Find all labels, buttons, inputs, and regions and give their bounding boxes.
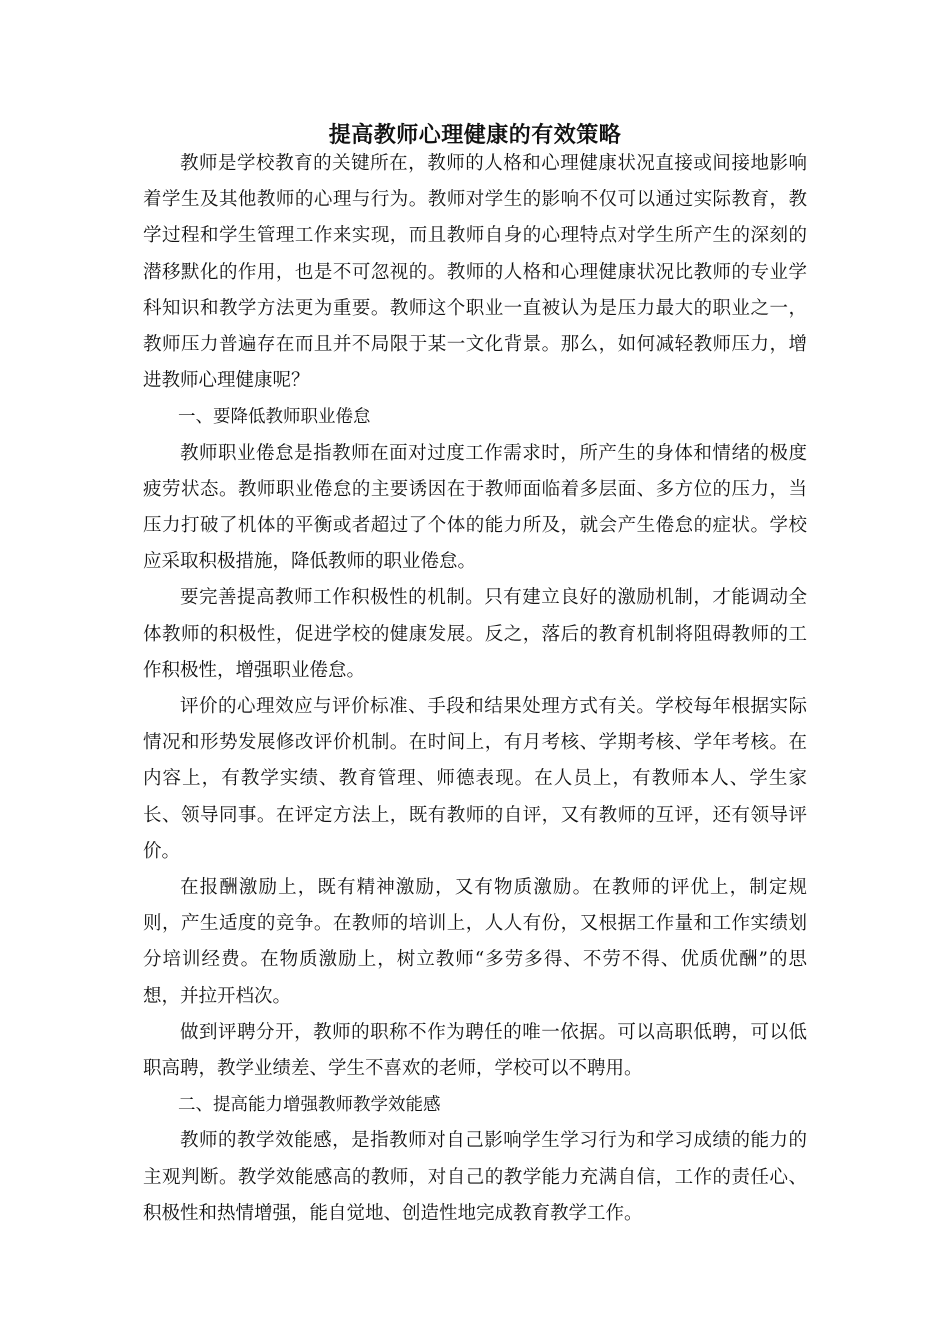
paragraph-appointment: 做到评聘分开，教师的职称不作为聘任的唯一依据。可以高职低聘，可以低职高聘，教学业绩差、学生不喜欢的老师，学校可以不聘用。 <box>143 1021 807 1080</box>
paragraph-incentive-mechanism: 要完善提高教师工作积极性的机制。只有建立良好的激励机制，才能调动全体教师的积极性，促进学校的健康发展。反之，落后的教育机制将阻碍教师的工作积极性，增强职业倦怠。 <box>143 587 807 681</box>
paragraph-evaluation: 评价的心理效应与评价标准、手段和结果处理方式有关。学校每年根据实际情况和形势发展修改评价机制。在时间上，有月考核、学期考核、学年考核。在内容上，有教学实绩、教育管理、师德表现。在人员上，有教师本人、学生家长、领导同事。在评定方法上，既有教师的自评，又有教师的互评，还有领导评价。 <box>143 696 807 862</box>
section-heading-2: 二、提高能力增强教师教学效能感 <box>178 1095 441 1116</box>
paragraph-intro: 教师是学校教育的关键所在，教师的人格和心理健康状况直接或间接地影响着学生及其他教师的心理与行为。教师对学生的影响不仅可以通过实际教育，教学过程和学生管理工作来实现，而且教师自身的心理特点对学生所产生的深刻的潜移默化的作用，也是不可忽视的。教师的人格和心理健康状况比教师的专业学科知识和教学方法更为重要。教师这个职业一直被认为是压力最大的职业之一，教师压力普遍存在而且并不局限于某一文化背景。那么，如何减轻教师压力，增进教师心理健康呢？ <box>143 153 807 392</box>
document-body <box>143 146 807 1232</box>
document-title: 提高教师心理健康的有效策略 <box>328 122 622 148</box>
paragraph-rewards: 在报酬激励上，既有精神激励，又有物质激励。在教师的评优上，制定规则，产生适度的竞争。在教师的培训上，人人有份，又根据工作量和工作实绩划分培训经费。在物质激励上，树立教师“多劳多得、不劳不得、优质优酬”的思想，并拉开档次。 <box>143 877 807 1007</box>
paragraph-burnout-definition: 教师职业倦怠是指教师在面对过度工作需求时，所产生的身体和情绪的极度疲劳状态。教师职业倦怠的主要诱因在于教师面临着多层面、多方位的压力，当压力打破了机体的平衡或者超过了个体的能力所及，就会产生倦怠的症状。学校应采取积极措施，降低教师的职业倦怠。 <box>143 442 807 573</box>
paragraph-teaching-efficacy: 教师的教学效能感，是指教师对自己影响学生学习行为和学习成绩的能力的主观判断。教学效能感高的教师，对自己的教学能力充满自信，工作的责任心、积极性和热情增强，能自觉地、创造性地完成教育教学工作。 <box>143 1130 807 1224</box>
section-heading-1: 一、要降低教师职业倦怠 <box>178 407 371 428</box>
